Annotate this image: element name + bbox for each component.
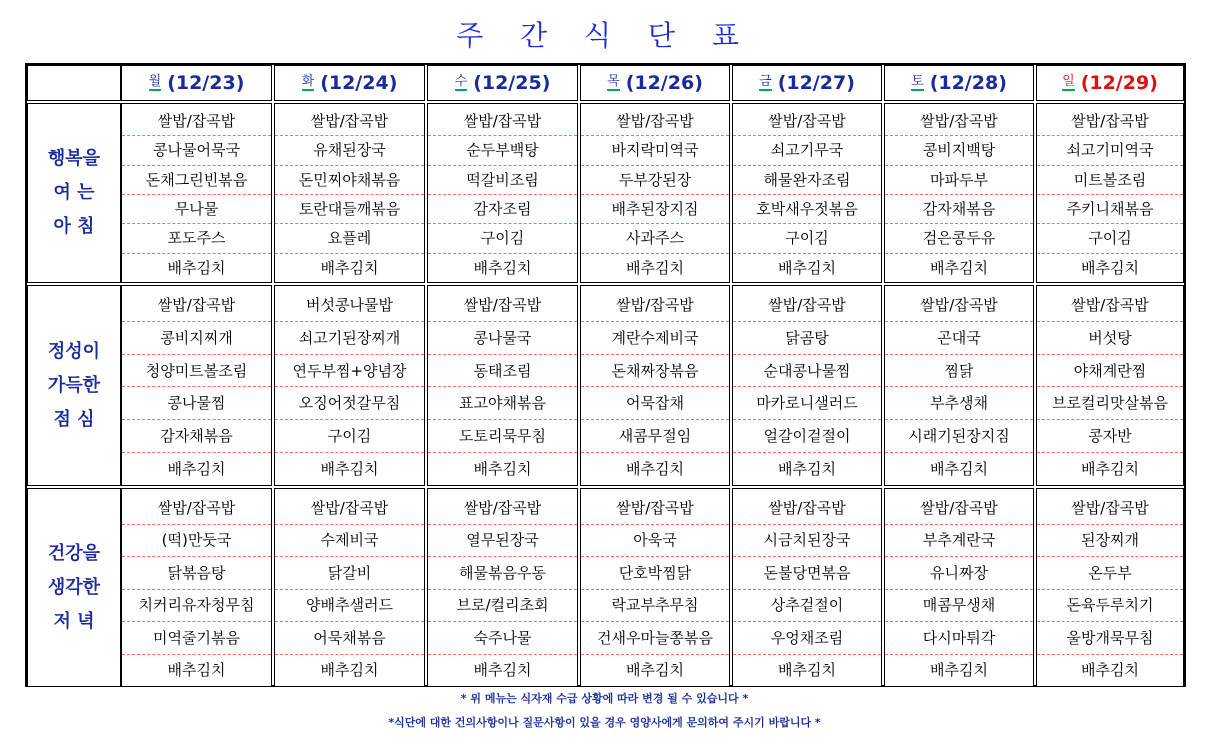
dish-item: 콩나물찜 bbox=[122, 387, 271, 421]
menu-cell bbox=[732, 103, 882, 283]
day-icon: 화 bbox=[301, 74, 315, 89]
dish-item: 계란수제비국 bbox=[581, 321, 729, 355]
dish-item: 쌀밥/잡곡밥 bbox=[428, 106, 577, 136]
day-icon: 일 bbox=[1062, 74, 1075, 89]
dish-item: 시래기된장지짐 bbox=[885, 419, 1033, 453]
dish-item: 닭볶음탕 bbox=[122, 556, 271, 590]
dish-item: 쌀밥/잡곡밥 bbox=[733, 491, 881, 525]
corner-cell bbox=[27, 65, 121, 101]
dish-item: 쌀밥/잡곡밥 bbox=[1037, 491, 1183, 525]
meal-label-line: 가득한 bbox=[47, 374, 101, 396]
dish-item: 버섯콩나물밥 bbox=[275, 288, 424, 322]
dish-item: 오징어젓갈무침 bbox=[275, 387, 424, 421]
dish-item: 콩비지백탕 bbox=[885, 135, 1033, 165]
meal-label-line: 정성이 bbox=[47, 340, 101, 362]
dish-item: 배추김치 bbox=[626, 258, 684, 277]
meal-label-line: 점 심 bbox=[53, 408, 95, 430]
dish-item: 어묵채볶음 bbox=[275, 621, 424, 655]
dish-item: 열무된장국 bbox=[428, 524, 577, 558]
menu-cell bbox=[1036, 488, 1184, 687]
notice-line-1: * 위 메뉴는 식자재 수급 상황에 따라 변경 될 수 있습니다 * bbox=[460, 692, 749, 705]
menu-cell bbox=[427, 285, 578, 486]
dish-item: 찜닭 bbox=[885, 354, 1033, 388]
dish-item: 콩나물어묵국 bbox=[122, 135, 271, 165]
dish-item: 쌀밥/잡곡밥 bbox=[581, 288, 729, 322]
dish-item: 어묵잡채 bbox=[581, 387, 729, 421]
dish-item: 감자조림 bbox=[428, 194, 577, 224]
dish-item: 배추김치 bbox=[930, 661, 988, 680]
menu-cell bbox=[274, 488, 425, 687]
dish-item: 상추겉절이 bbox=[733, 589, 881, 623]
dish-item: 부추계란국 bbox=[885, 524, 1033, 558]
dish-item: 배추김치 bbox=[778, 460, 836, 479]
menu-cell bbox=[580, 488, 730, 687]
dish-item: 배추된장지짐 bbox=[581, 194, 729, 224]
dish-item: 닭곰탕 bbox=[733, 321, 881, 355]
day-header-2 bbox=[274, 65, 425, 101]
dish-item: 닭갈비 bbox=[275, 556, 424, 590]
dish-item: 쌀밥/잡곡밥 bbox=[428, 491, 577, 525]
day-header-1 bbox=[121, 65, 272, 101]
menu-cell bbox=[427, 488, 578, 687]
dish-item: 감자채볶음 bbox=[885, 194, 1033, 224]
day-date: (12/29) bbox=[1080, 72, 1158, 94]
dish-item: 된장찌개 bbox=[1037, 524, 1183, 558]
day-date: (12/23) bbox=[167, 72, 245, 94]
menu-cell bbox=[580, 285, 730, 486]
dish-item: 청양미트볼조림 bbox=[122, 354, 271, 388]
dish-item: 락교부추무침 bbox=[581, 589, 729, 623]
day-date: (12/28) bbox=[929, 72, 1007, 94]
menu-cell bbox=[274, 285, 425, 486]
dish-item: 배추김치 bbox=[167, 460, 226, 479]
dish-item: 동태조림 bbox=[428, 354, 577, 388]
dish-item: 건새우마늘쫑볶음 bbox=[581, 621, 729, 655]
dish-item: 배추김치 bbox=[320, 460, 379, 479]
weekly-menu-table bbox=[25, 63, 1186, 687]
dish-item: 온두부 bbox=[1037, 556, 1183, 590]
dish-item: 도토리묵무침 bbox=[428, 419, 577, 453]
dish-item: 미역줄기볶음 bbox=[122, 621, 271, 655]
menu-cell bbox=[121, 488, 272, 687]
day-date: (12/27) bbox=[777, 72, 855, 94]
dish-item: 배추김치 bbox=[1081, 460, 1139, 479]
menu-cell bbox=[1036, 103, 1184, 283]
menu-cell bbox=[274, 103, 425, 283]
dish-item: 배추김치 bbox=[1081, 661, 1139, 680]
dish-item: 순두부백탕 bbox=[428, 135, 577, 165]
dish-item: 쌀밥/잡곡밥 bbox=[885, 288, 1033, 322]
menu-cell bbox=[884, 285, 1034, 486]
day-header-3 bbox=[427, 65, 578, 101]
dish-item: 수제비국 bbox=[275, 524, 424, 558]
meal-label-1 bbox=[27, 103, 121, 283]
dish-item: 배추김치 bbox=[167, 258, 226, 277]
dish-item: 버섯탕 bbox=[1037, 321, 1183, 355]
dish-item: 매콤무생채 bbox=[885, 589, 1033, 623]
dish-item: 쌀밥/잡곡밥 bbox=[733, 288, 881, 322]
menu-cell bbox=[427, 103, 578, 283]
page-title: 주 간 식 단 표 bbox=[456, 19, 753, 52]
dish-item: 쌀밥/잡곡밥 bbox=[428, 288, 577, 322]
dish-item: 배추김치 bbox=[778, 661, 836, 680]
meal-label-2 bbox=[27, 285, 121, 486]
dish-item: 새콤무절임 bbox=[581, 419, 729, 453]
dish-item: 쌀밥/잡곡밥 bbox=[581, 491, 729, 525]
dish-item: 시금치된장국 bbox=[733, 524, 881, 558]
dish-item: 브로컬리맛살볶음 bbox=[1037, 387, 1183, 421]
menu-cell bbox=[121, 285, 272, 486]
dish-item: 마파두부 bbox=[885, 165, 1033, 195]
day-icon: 토 bbox=[911, 74, 924, 89]
dish-item: 양배추샐러드 bbox=[275, 589, 424, 623]
menu-cell bbox=[884, 103, 1034, 283]
dish-item: 배추김치 bbox=[1081, 258, 1139, 277]
dish-item: 요플레 bbox=[275, 223, 424, 253]
dish-item: 배추김치 bbox=[778, 258, 836, 277]
dish-item: 부추생채 bbox=[885, 387, 1033, 421]
dish-item: 돈육두루치기 bbox=[1037, 589, 1183, 623]
dish-item: 무나물 bbox=[122, 194, 271, 224]
dish-item: 아욱국 bbox=[581, 524, 729, 558]
dish-item: 구이김 bbox=[275, 419, 424, 453]
dish-item: 콩나물국 bbox=[428, 321, 577, 355]
dish-item: 감자채볶음 bbox=[122, 419, 271, 453]
day-icon: 월 bbox=[148, 74, 162, 89]
dish-item: 쌀밥/잡곡밥 bbox=[885, 106, 1033, 136]
dish-item: 숙주나물 bbox=[428, 621, 577, 655]
dish-item: 쌀밥/잡곡밥 bbox=[1037, 288, 1183, 322]
dish-item: 표고야채볶음 bbox=[428, 387, 577, 421]
dish-item: 사과주스 bbox=[581, 223, 729, 253]
dish-item: 포도주스 bbox=[122, 223, 271, 253]
dish-item: 우엉채조림 bbox=[733, 621, 881, 655]
dish-item: 쇠고기무국 bbox=[733, 135, 881, 165]
day-header-7 bbox=[1036, 65, 1184, 101]
dish-item: 해물완자조림 bbox=[733, 165, 881, 195]
dish-item: 구이김 bbox=[428, 223, 577, 253]
dish-item: 배추김치 bbox=[167, 661, 226, 680]
dish-item: 연두부찜+양념장 bbox=[275, 354, 424, 388]
dish-item: 돈채그린빈볶음 bbox=[122, 165, 271, 195]
dish-item: 쌀밥/잡곡밥 bbox=[885, 491, 1033, 525]
menu-cell bbox=[732, 488, 882, 687]
dish-item: 쇠고기된장찌개 bbox=[275, 321, 424, 355]
dish-item: 울방개묵무침 bbox=[1037, 621, 1183, 655]
dish-item: 해물볶음우동 bbox=[428, 556, 577, 590]
dish-item: 쌀밥/잡곡밥 bbox=[122, 106, 271, 136]
dish-item: 쌀밥/잡곡밥 bbox=[733, 106, 881, 136]
dish-item: 배추김치 bbox=[626, 661, 684, 680]
dish-item: 배추김치 bbox=[473, 460, 532, 479]
dish-item: 쌀밥/잡곡밥 bbox=[581, 106, 729, 136]
meal-label-line: 생각한 bbox=[47, 576, 101, 598]
menu-cell bbox=[580, 103, 730, 283]
dish-item: 배추김치 bbox=[473, 258, 532, 277]
dish-item: 쌀밥/잡곡밥 bbox=[1037, 106, 1183, 136]
dish-item: 떡갈비조림 bbox=[428, 165, 577, 195]
dish-item: 얼갈이겉절이 bbox=[733, 419, 881, 453]
dish-item: 배추김치 bbox=[473, 661, 532, 680]
day-header-4 bbox=[580, 65, 730, 101]
dish-item: 호박새우젓볶음 bbox=[733, 194, 881, 224]
dish-item: 미트볼조림 bbox=[1037, 165, 1183, 195]
dish-item: 돈채짜장볶음 bbox=[581, 354, 729, 388]
dish-item: 검은콩두유 bbox=[885, 223, 1033, 253]
dish-item: 쌀밥/잡곡밥 bbox=[275, 106, 424, 136]
menu-cell bbox=[732, 285, 882, 486]
meal-label-line: 건강을 bbox=[47, 542, 101, 564]
dish-item: 돈불당면볶음 bbox=[733, 556, 881, 590]
dish-item: 배추김치 bbox=[930, 460, 988, 479]
dish-item: 마카로니샐러드 bbox=[733, 387, 881, 421]
notice-line-2: *식단에 대한 건의사항이나 질문사항이 있을 경우 영양사에게 문의하여 주시기 바랍니다 * bbox=[388, 716, 821, 729]
dish-item: 콩비지찌개 bbox=[122, 321, 271, 355]
dish-item: 단호박찜닭 bbox=[581, 556, 729, 590]
meal-label-line: 여 는 bbox=[53, 182, 95, 203]
day-icon: 수 bbox=[454, 74, 468, 89]
dish-item: 유니짜장 bbox=[885, 556, 1033, 590]
dish-item: 구이김 bbox=[1037, 223, 1183, 253]
menu-cell bbox=[121, 103, 272, 283]
dish-item: 주키니채볶음 bbox=[1037, 194, 1183, 224]
dish-item: 콩자반 bbox=[1037, 419, 1183, 453]
dish-item: 곤대국 bbox=[885, 321, 1033, 355]
day-icon: 목 bbox=[607, 74, 620, 89]
dish-item: 다시마튀각 bbox=[885, 621, 1033, 655]
meal-label-line: 저 녁 bbox=[53, 610, 95, 632]
day-header-6 bbox=[884, 65, 1034, 101]
dish-item: (떡)만둣국 bbox=[122, 524, 271, 558]
dish-item: 쌀밥/잡곡밥 bbox=[275, 491, 424, 525]
day-date: (12/25) bbox=[473, 72, 551, 94]
dish-item: 순대콩나물찜 bbox=[733, 354, 881, 388]
menu-cell bbox=[1036, 285, 1184, 486]
dish-item: 쇠고기미역국 bbox=[1037, 135, 1183, 165]
dish-item: 두부강된장 bbox=[581, 165, 729, 195]
day-icon: 금 bbox=[759, 74, 772, 89]
day-date: (12/24) bbox=[320, 72, 398, 94]
meal-label-line: 아 침 bbox=[53, 216, 95, 237]
dish-item: 쌀밥/잡곡밥 bbox=[122, 288, 271, 322]
dish-item: 쌀밥/잡곡밥 bbox=[122, 491, 271, 525]
dish-item: 유채된장국 bbox=[275, 135, 424, 165]
meal-label-line: 행복을 bbox=[47, 148, 101, 169]
dish-item: 배추김치 bbox=[930, 258, 988, 277]
dish-item: 치커리유자청무침 bbox=[122, 589, 271, 623]
menu-cell bbox=[884, 488, 1034, 687]
dish-item: 구이김 bbox=[733, 223, 881, 253]
dish-item: 돈민찌야채볶음 bbox=[275, 165, 424, 195]
dish-item: 바지락미역국 bbox=[581, 135, 729, 165]
dish-item: 배추김치 bbox=[626, 460, 684, 479]
dish-item: 브로/컬리초회 bbox=[428, 589, 577, 623]
day-date: (12/26) bbox=[625, 72, 703, 94]
dish-item: 배추김치 bbox=[320, 661, 379, 680]
day-header-5 bbox=[732, 65, 882, 101]
dish-item: 배추김치 bbox=[320, 258, 379, 277]
dish-item: 토란대들깨볶음 bbox=[275, 194, 424, 224]
dish-item: 야채계란찜 bbox=[1037, 354, 1183, 388]
meal-label-3 bbox=[27, 488, 121, 687]
